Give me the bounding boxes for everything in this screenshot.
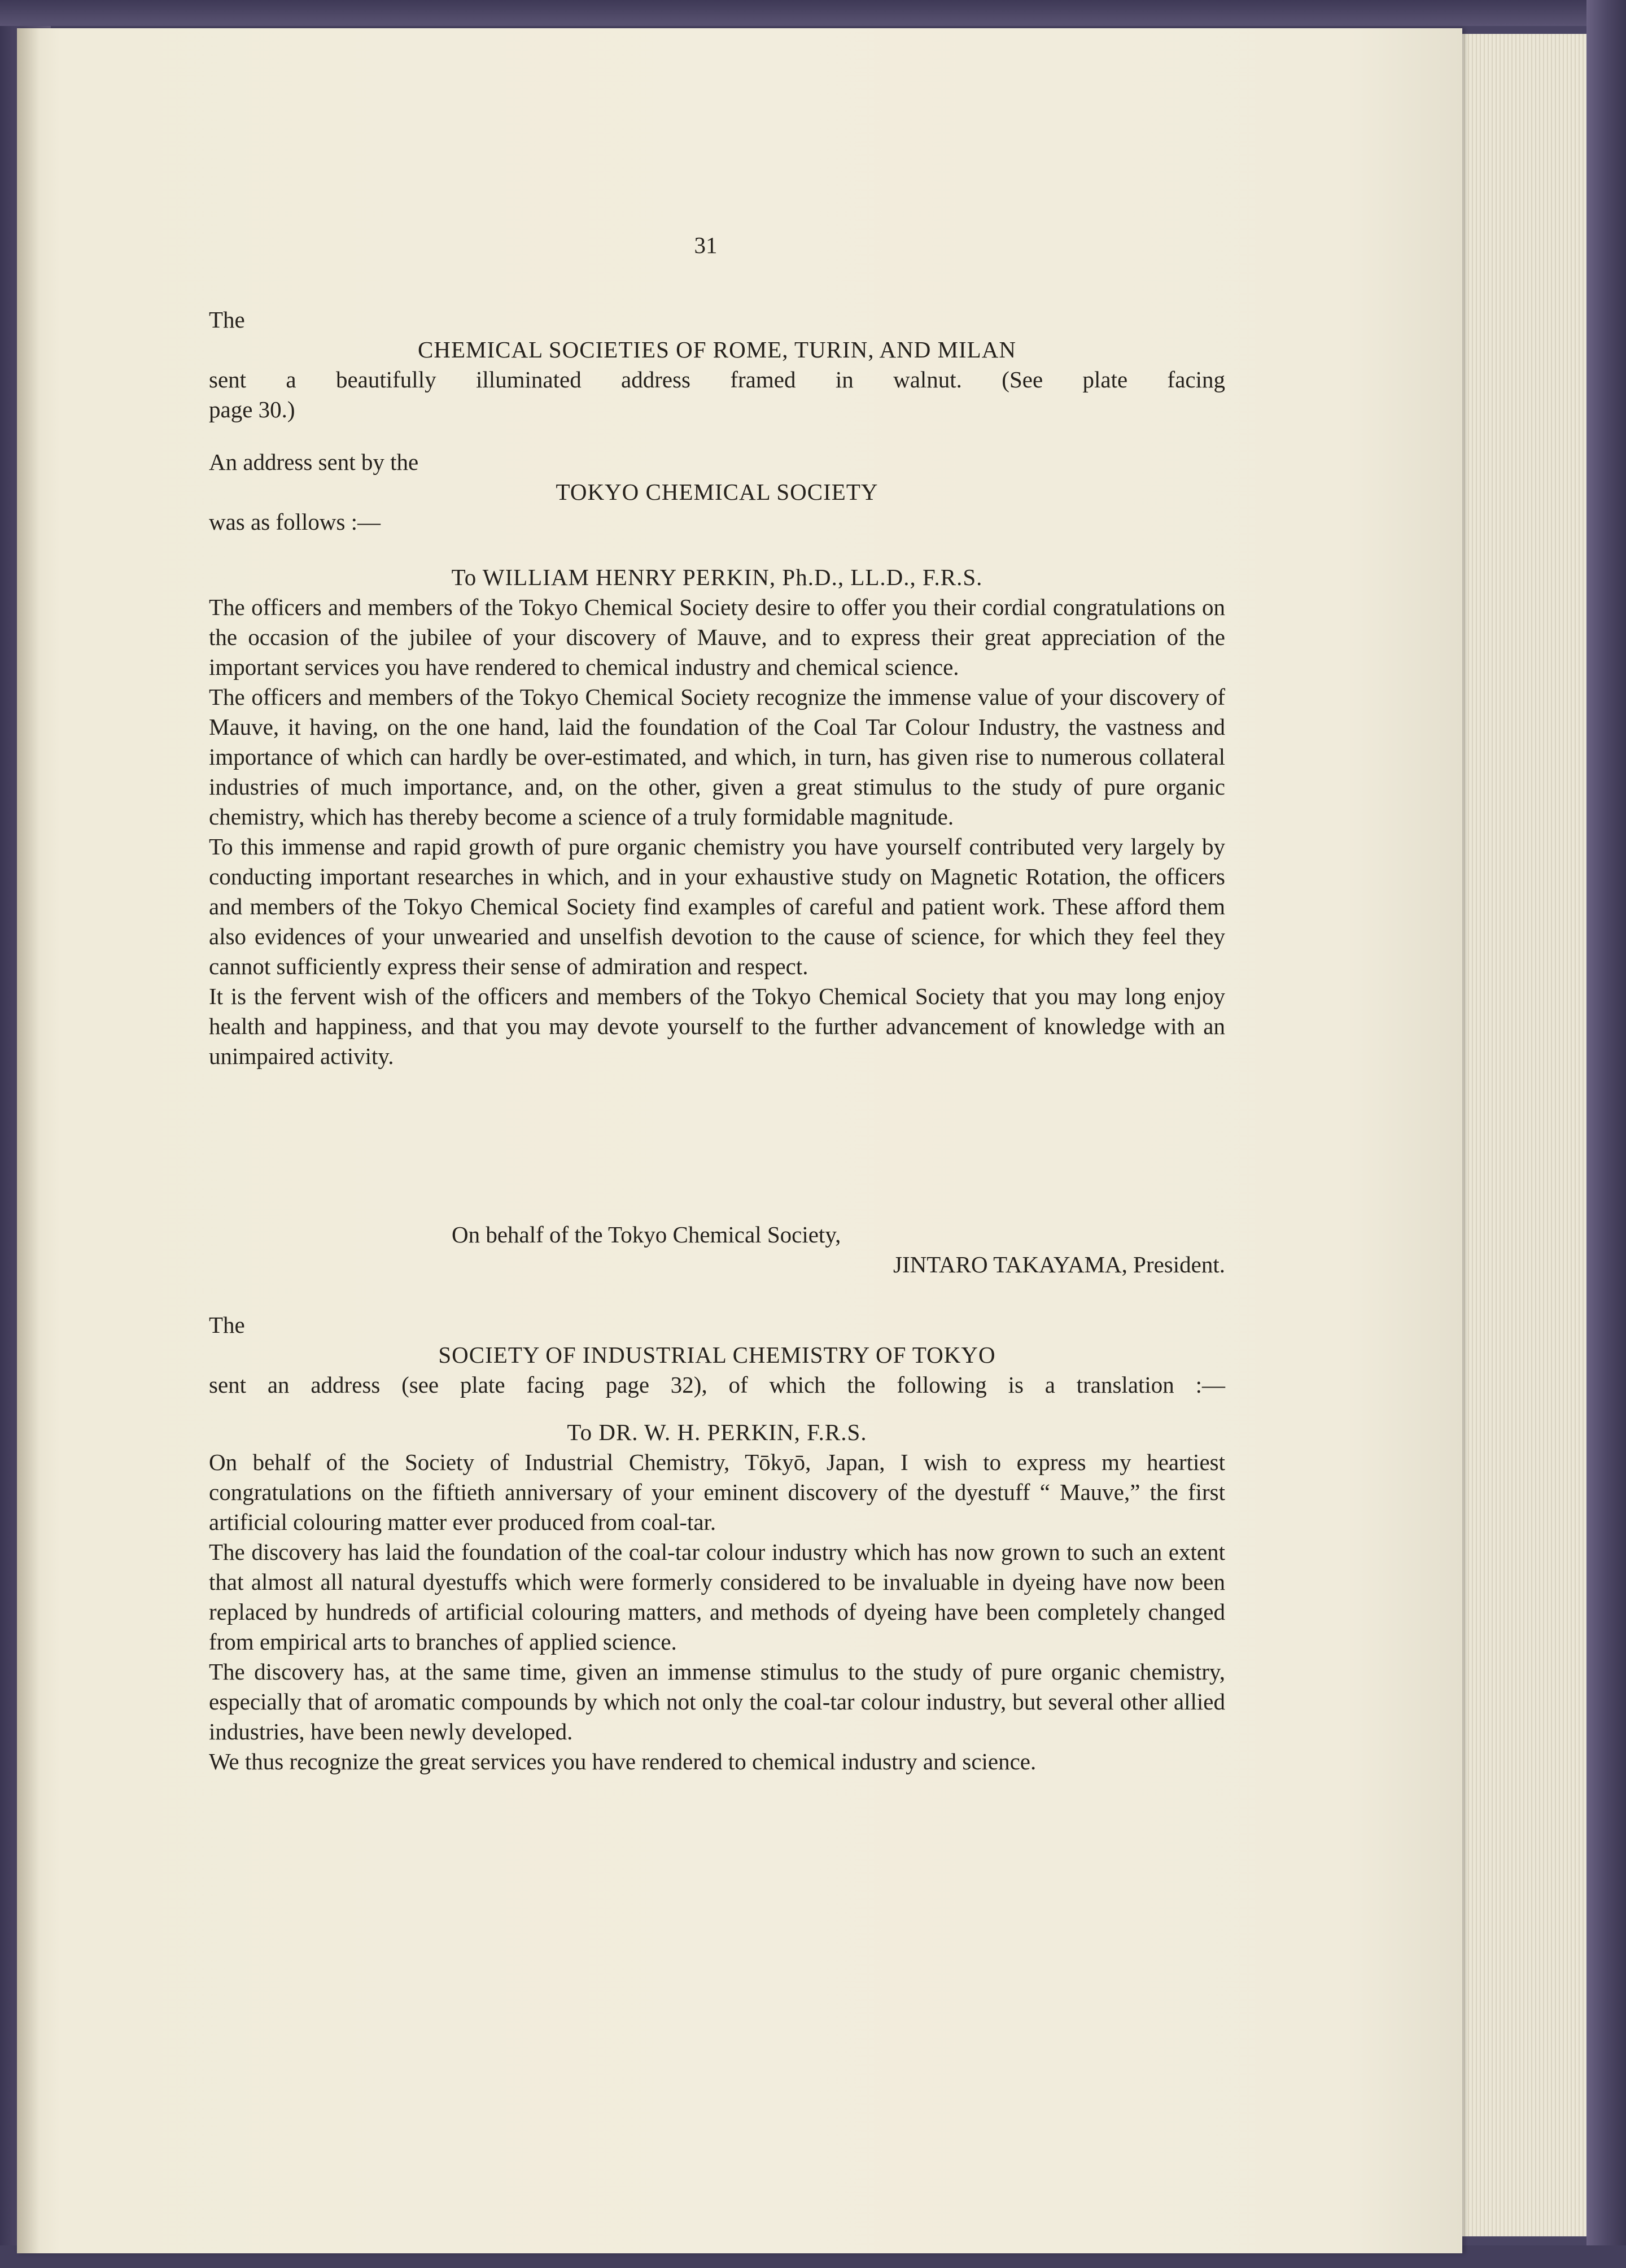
section1-heading: CHEMICAL SOCIETIES OF ROME, TURIN, AND MILAN [418,337,1016,363]
section2-heading: TOKYO CHEMICAL SOCIETY [556,479,878,505]
section3-salutation: To DR. W. H. PERKIN, F.R.S. [567,1419,867,1445]
section2-paragraph-2: The officers and members of the Tokyo Chemical Society recognize the immense value of your discovery of Mauve, it having, on the one hand, laid the foundation of the Coal Tar Colour Industry, the vastness and importance of which can hardly be over-estimated, and which, in turn, has given rise to numerous collateral industries of much importance, and, on the other, given a great stimulus to the study of pure organic chemistry, which has thereby become a science of a truly formidable magnitude. [209,684,1225,830]
section2-signoff [209,1220,1225,1280]
section2-after: was as follows :— [209,509,381,535]
page-number: 31 [694,232,718,258]
section3-letter [209,1418,1225,1777]
section1-intro: The [209,307,245,333]
book-cover-right [1586,0,1626,2268]
section2-signoff-line1: On behalf of the Tokyo Chemical Society, [452,1222,841,1248]
section3-after: sent an address (see plate facing page 32), of which the following is a translation :— [209,1372,1225,1398]
section2-salutation: To WILLIAM HENRY PERKIN, Ph.D., LL.D., F.R.S. [451,564,983,590]
gutter-shadow [17,28,40,2253]
section-society-industrial-chemistry [209,1310,1225,1400]
section1-body-line2: page 30.) [209,396,295,422]
section3-paragraph-1: On behalf of the Society of Industrial Chemistry, Tōkyō, Japan, I wish to express my heartiest congratulations on the fiftieth anniversary of your eminent discovery of the dyestuff “ Mauve,” the first artificial colouring matter ever produced from coal-tar. [209,1449,1225,1535]
section2-intro: An address sent by the [209,449,419,475]
section3-heading: SOCIETY OF INDUSTRIAL CHEMISTRY OF TOKYO [438,1342,996,1368]
book-page [17,28,1462,2253]
section2-paragraph-4: It is the fervent wish of the officers and members of the Tokyo Chemical Society that you may long enjoy health and happiness, and that you may devote yourself to the further advancement of knowledge with an unimpaired activity. [209,983,1225,1069]
section3-intro: The [209,1312,245,1338]
section-rome-turin-milan [209,305,1225,425]
section2-letter [209,562,1225,1071]
section-tokyo-chemical-society [209,447,1225,537]
section3-paragraph-2: The discovery has laid the foundation of the coal-tar colour industry which has now grown to such an extent that almost all natural dyestuffs which were formerly considered to be invaluable in dyeing have now been replaced by hundreds of artificial colouring matters, and methods of dyeing have been completely changed from empirical arts to branches of applied science. [209,1539,1225,1655]
section2-paragraph-3: To this immense and rapid growth of pure organic chemistry you have yourself contributed very largely by conducting important researches in which, and in your exhaustive study on Magnetic Rotation, the officers and members of the Tokyo Chemical Society find examples of careful and patient work. These afford them also evidences of your unwearied and unselfish devotion to the cause of science, for which they feel they cannot sufficiently express their sense of admiration and respect. [209,834,1225,979]
section2-paragraph-1: The officers and members of the Tokyo Chemical Society desire to offer you their cordial congratulations on the occasion of the jubilee of your discovery of Mauve, and to express their great appreciation of the important services you have rendered to chemical industry and chemical science. [209,594,1225,680]
section3-paragraph-3: The discovery has, at the same time, given an immense stimulus to the study of pure organic chemistry, especially that of aromatic compounds by which not only the coal-tar colour industry, but several other allied industries, have been newly developed. [209,1659,1225,1744]
page-edges [1445,34,1586,2236]
section1-body-line1: sent a beautifully illuminated address framed in walnut. (See plate facing [209,367,1225,392]
section2-signoff-line2: JINTARO TAKAYAMA, President. [893,1251,1225,1277]
book-cover-top [0,0,1626,26]
section3-paragraph-4: We thus recognize the great services you have rendered to chemical industry and science. [209,1748,1037,1774]
